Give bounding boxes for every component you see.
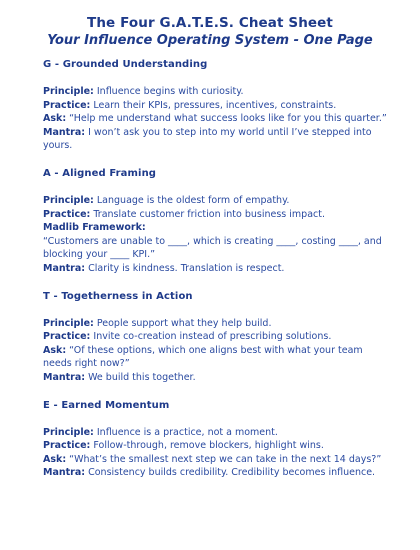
practice-label: Practice: <box>43 208 91 220</box>
mantra-line <box>43 466 388 480</box>
page-subtitle: Your Influence Operating System - One Page <box>47 33 373 48</box>
madlib-label: Madlib Framework: <box>43 222 146 234</box>
practice-text: Invite co-creation instead of prescribing solutions. <box>90 331 332 343</box>
section-earned-momentum <box>43 399 388 480</box>
section-togetherness-in-action <box>43 290 388 385</box>
ask-text: “Help me understand what success looks like for you this quarter.” <box>66 113 387 125</box>
principle-label: Principle: <box>43 194 94 206</box>
principle-line <box>43 426 388 440</box>
practice-label: Practice: <box>43 99 91 111</box>
principle-label: Principle: <box>43 426 94 438</box>
practice-line <box>43 99 388 113</box>
mantra-label: Mantra: <box>43 467 86 479</box>
practice-line <box>43 208 388 222</box>
principle-line <box>43 317 388 331</box>
principle-label: Principle: <box>43 317 94 329</box>
ask-label: Ask: <box>43 113 67 125</box>
practice-label: Practice: <box>43 331 91 343</box>
page-title: The Four G.A.T.E.S. Cheat Sheet <box>87 15 333 31</box>
content <box>43 58 388 480</box>
principle-line <box>43 194 388 208</box>
mantra-text: We build this together. <box>85 371 196 383</box>
section-title: A - Aligned Framing <box>43 167 157 179</box>
mantra-label: Mantra: <box>43 262 86 274</box>
madlib-label-line <box>43 221 388 235</box>
ask-label: Ask: <box>43 344 67 356</box>
ask-line <box>43 453 388 467</box>
principle-label: Principle: <box>43 86 94 97</box>
principle-text: Language is the oldest form of empathy. <box>93 194 290 206</box>
principle-line <box>43 85 388 99</box>
practice-label: Practice: <box>43 440 91 452</box>
mantra-text: Clarity is kindness. Translation is respect. <box>85 262 285 274</box>
section-title: E - Earned Momentum <box>43 399 170 411</box>
mantra-text: I won’t ask you to step into my world until I’ve stepped into yours. <box>43 126 372 152</box>
mantra-line <box>43 262 388 276</box>
section-aligned-framing <box>43 167 388 276</box>
section-grounded-understanding <box>43 58 388 153</box>
practice-text: Translate customer friction into business impact. <box>90 208 325 220</box>
practice-line <box>43 439 388 453</box>
principle-text: People support what they help build. <box>93 317 272 329</box>
ask-line <box>43 112 388 126</box>
principle-text: Influence is a practice, not a moment. <box>93 426 278 438</box>
mantra-line <box>43 126 388 153</box>
section-title: T - Togetherness in Action <box>43 290 193 302</box>
principle-text: Influence begins with curiosity. <box>93 86 244 97</box>
ask-text: “Of these options, which one aligns best with what your team needs right now?” <box>43 344 363 370</box>
mantra-label: Mantra: <box>43 371 86 383</box>
madlib-text: “Customers are unable to ____, which is creating ____, costing ____, and blocking your ____ KPI.” <box>43 235 382 261</box>
mantra-label: Mantra: <box>43 126 86 138</box>
mantra-text: Consistency builds credibility. Credibility becomes influence. <box>85 467 376 479</box>
ask-line <box>43 344 388 371</box>
practice-text: Follow-through, remove blockers, highlight wins. <box>90 440 324 452</box>
page-header <box>0 15 420 50</box>
ask-label: Ask: <box>43 453 67 465</box>
mantra-line <box>43 371 388 385</box>
ask-text: “What’s the smallest next step we can take in the next 14 days?” <box>66 453 382 465</box>
section-title: G - Grounded Understanding <box>43 59 208 70</box>
practice-line <box>43 330 388 344</box>
practice-text: Learn their KPIs, pressures, incentives, constraints. <box>90 99 337 111</box>
